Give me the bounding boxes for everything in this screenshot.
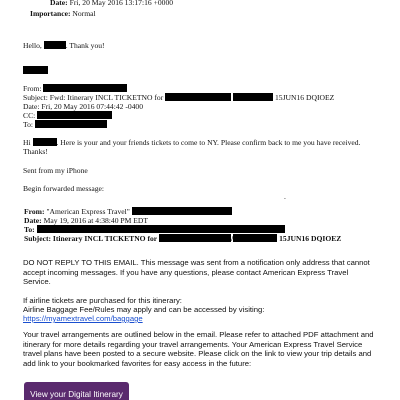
fwd-date-value: Fri, 20 May 2016 07:44:42 -0400 [41,102,144,111]
importance-value: Normal [72,9,96,18]
amex-date-line [24,216,148,225]
amex-date-value: May 19, 2016 at 4:38:40 PM EDT [43,216,149,225]
body-message-line [23,138,360,147]
amex-subject-line [24,234,341,243]
fwd-subject-line [23,93,334,102]
redacted-passenger [233,93,273,101]
fwd-to-label: To: [23,120,34,129]
amex-from-value: "American Express Travel" [46,207,130,216]
amex-from-line [24,207,232,216]
fwd-date-label: Date: [23,102,40,111]
outer-importance-line [30,9,96,18]
body-thanks: Thanks! [23,147,48,156]
amex-notice-paragraph: DO NOT REPLY TO THIS EMAIL. This message was sent from a notification only address that cannot accept incoming messages. If you have any questions, please contact American Express Travel Service. [23,258,370,287]
amex-subject-suffix: 15JUN16 DQIOEZ [279,234,342,243]
amex-to-line [24,225,285,234]
amex-to-label: To: [24,225,35,234]
fwd-subject-value: Fwd: Itinerary INCL TICKETNO for [49,93,164,102]
itinerary-paragraph: Your travel arrangements are outlined below in the email. Please refer to attached PDF attachment and itinerary for more details regarding your travel arrangements. Your American Express Travel Service travel plans have been posted to a secure website. Please click on the link to view your trip details and add link to your bookmarked favorites for easy access in the future: [23,330,374,368]
baggage-rules: Airline Baggage Fee/Rules may apply and can be accessed by visiting: [23,305,265,314]
amex-subject-slash: / [231,234,234,243]
fwd-to-line [23,120,107,129]
outer-date-label: Date: [50,0,68,7]
redacted-amex-email [132,207,232,215]
amex-subject-label: Subject: [24,234,51,243]
redacted-signature [23,60,48,78]
amex-date-label: Date: [24,216,42,225]
fwd-date-line [23,102,143,111]
baggage-intro: If airline tickets are purchased for this itinerary: [23,296,182,305]
fwd-subject-label: Subject: [23,93,48,102]
fwd-subject-suffix: 15JUN16 DQIOEZ [274,93,335,102]
redacted-sender [43,84,127,92]
greeting-hello: Hello, [23,41,42,50]
amex-subject-value: Itinerary INCL TICKETNO for [52,234,158,243]
amex-from-label: From: [24,207,45,216]
redacted-to [35,120,107,128]
body-hi: Hi [23,138,31,147]
redacted-cc [37,111,112,119]
redacted-passenger [159,234,234,243]
view-digital-itinerary-button[interactable]: View your Digital Itinerary [24,382,129,400]
fwd-from-label: From: [23,84,42,93]
redacted-passenger [165,93,231,101]
body-message: . Here is your and your friends tickets to come to NY. Please confirm back to me you have received. [56,138,361,147]
outer-date-line [50,0,173,7]
outer-date-value: Fri, 20 May 2016 13:17:16 +0000 [69,0,174,7]
sent-from-iphone: Sent from my iPhone [23,166,88,175]
redacted-name [44,41,66,49]
fwd-cc-line [23,111,112,120]
baggage-link[interactable]: https://myamextravel.com/baggage [23,314,143,323]
begin-forwarded: Begin forwarded message: [23,184,104,193]
redacted-passenger [233,234,277,242]
importance-label: Importance: [30,9,71,18]
fwd-from-line [23,84,127,93]
stray-dot: . [284,192,286,201]
redacted-amex-to [37,225,285,233]
greeting-thanks: Thank you! [69,41,105,50]
fwd-cc-label: CC: [23,111,36,120]
greeting-line: Hello, . Thank you! [23,41,105,50]
redacted-recipient [33,138,57,146]
